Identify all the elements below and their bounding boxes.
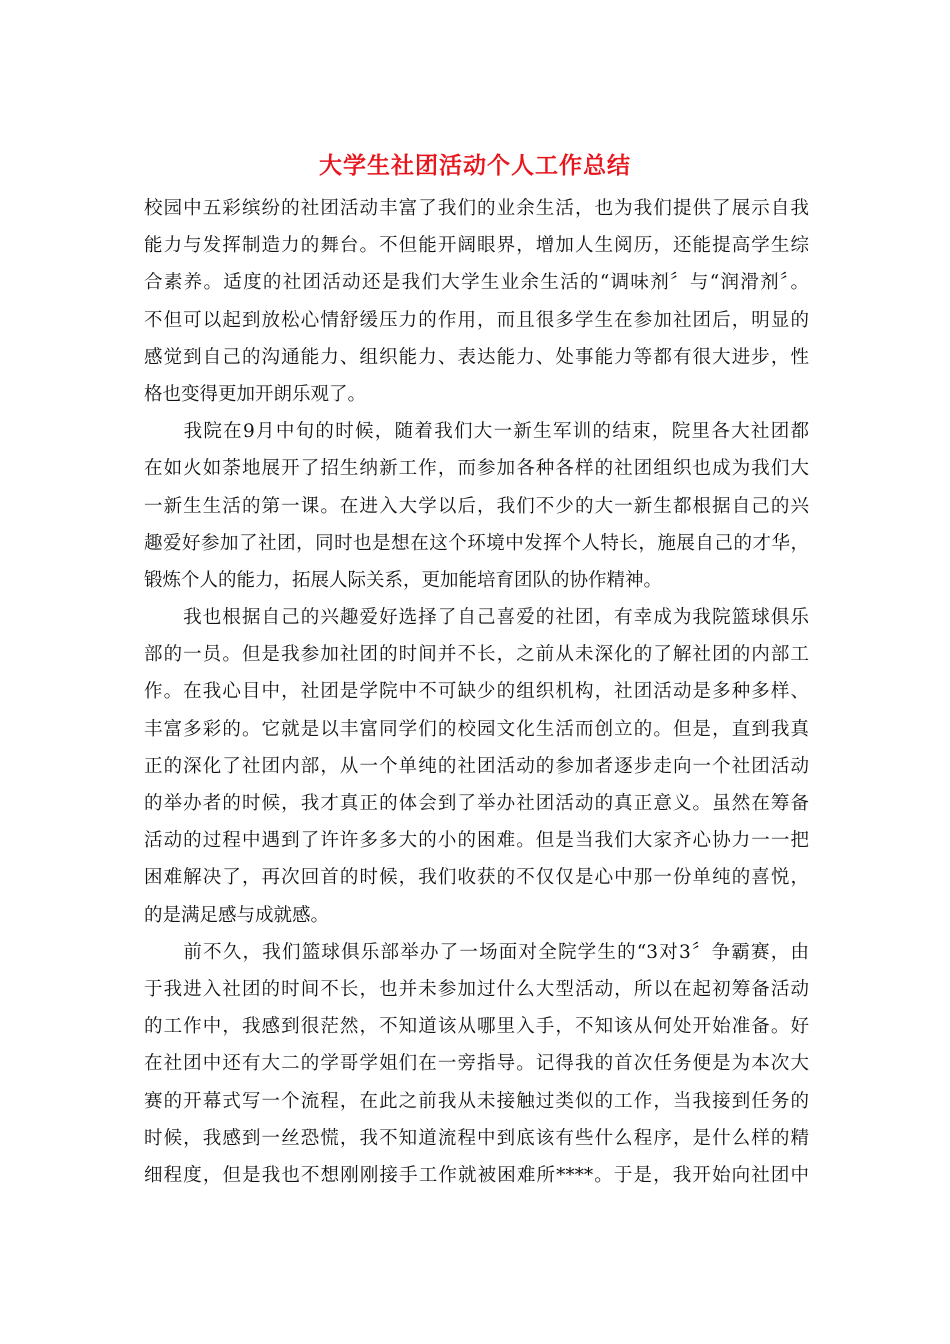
body-line: 的举办者的时候，我才真正的体会到了举办社团活动的真正意义。虽然在筹备 [144, 793, 809, 814]
body-line: 锻炼个人的能力，拓展人际关系，更加能培育团队的协作精神。 [144, 569, 663, 591]
body-line: 活动的过程中遇到了许许多多大的小的困难。但是当我们大家齐心协力一一把 [144, 830, 809, 852]
body-line: 困难解决了，再次回首的时候，我们收获的不仅仅是心中那一份单纯的喜悦， [144, 867, 809, 889]
body-line: 我院在9月中旬的时候，随着我们大一新生军训的结束，院里各大社团都 [144, 421, 809, 443]
body-line: 时候，我感到一丝恐慌，我不知道流程中到底该有些什么程序，是什么样的精 [144, 1127, 809, 1149]
body-line: 于我进入社团的时间不长，也并未参加过什么大型活动，所以在起初筹备活动 [144, 978, 809, 1000]
body-line: 在社团中还有大二的学哥学姐们在一旁指导。记得我的首次任务便是为本次大 [144, 1053, 809, 1075]
body-line: 校园中五彩缤纷的社团活动丰富了我们的业余生活，也为我们提供了展示自我 [144, 198, 809, 219]
body-line: 赛的开幕式写一个流程，在此之前我从未接触过类似的工作，当我接到任务的 [144, 1090, 809, 1112]
body-line: 的是满足感与成就感。 [144, 904, 330, 926]
body-line: 的工作中，我感到很茫然，不知道该从哪里入手，不知该从何处开始准备。好 [144, 1016, 809, 1038]
body-line: 我也根据自己的兴趣爱好选择了自己喜爱的社团，有幸成为我院篮球俱乐 [144, 607, 809, 629]
body-line: 能力与发挥制造力的舞台。不但能开阔眼界，增加人生阅历，还能提高学生综 [144, 235, 809, 257]
body-line: 作。在我心目中，社团是学院中不可缺少的组织机构，社团活动是多种多样、 [144, 681, 809, 703]
body-line: 格也变得更加开朗乐观了。 [144, 383, 367, 405]
document-title: 大学生社团活动个人工作总结 [319, 153, 631, 179]
body-line: 部的一员。但是我参加社团的时间并不长，之前从未深化的了解社团的内部工 [144, 644, 809, 666]
document-body [144, 190, 809, 1194]
body-line: 前不久，我们篮球俱乐部举办了一场面对全院学生的“3对3〞争霸赛，由 [144, 941, 809, 963]
body-line: 细程度，但是我也不想刚刚接手工作就被困难所****。于是，我开始向社团中 [144, 1164, 809, 1186]
body-line: 合素养。适度的社团活动还是我们大学生业余生活的“调味剂〞与“润滑剂〞。 [144, 272, 809, 294]
body-line: 一新生生活的第一课。在进入大学以后，我们不少的大一新生都根据自己的兴 [144, 495, 809, 517]
body-line: 正的深化了社团内部，从一个单纯的社团活动的参加者逐步走向一个社团活动 [144, 755, 809, 777]
body-line: 感觉到自己的沟通能力、组织能力、表达能力、处事能力等都有很大进步，性 [144, 346, 809, 368]
body-line: 不但可以起到放松心情舒缓压力的作用，而且很多学生在参加社团后，明显的 [144, 309, 809, 331]
body-line: 在如火如荼地展开了招生纳新工作，而参加各种各样的社团组织也成为我们大 [144, 458, 809, 480]
body-line: 丰富多彩的。它就是以丰富同学们的校园文化生活而创立的。但是，直到我真 [144, 718, 809, 740]
body-line: 趣爱好参加了社团，同时也是想在这个环境中发挥个人特长，施展自己的才华， [144, 532, 809, 554]
